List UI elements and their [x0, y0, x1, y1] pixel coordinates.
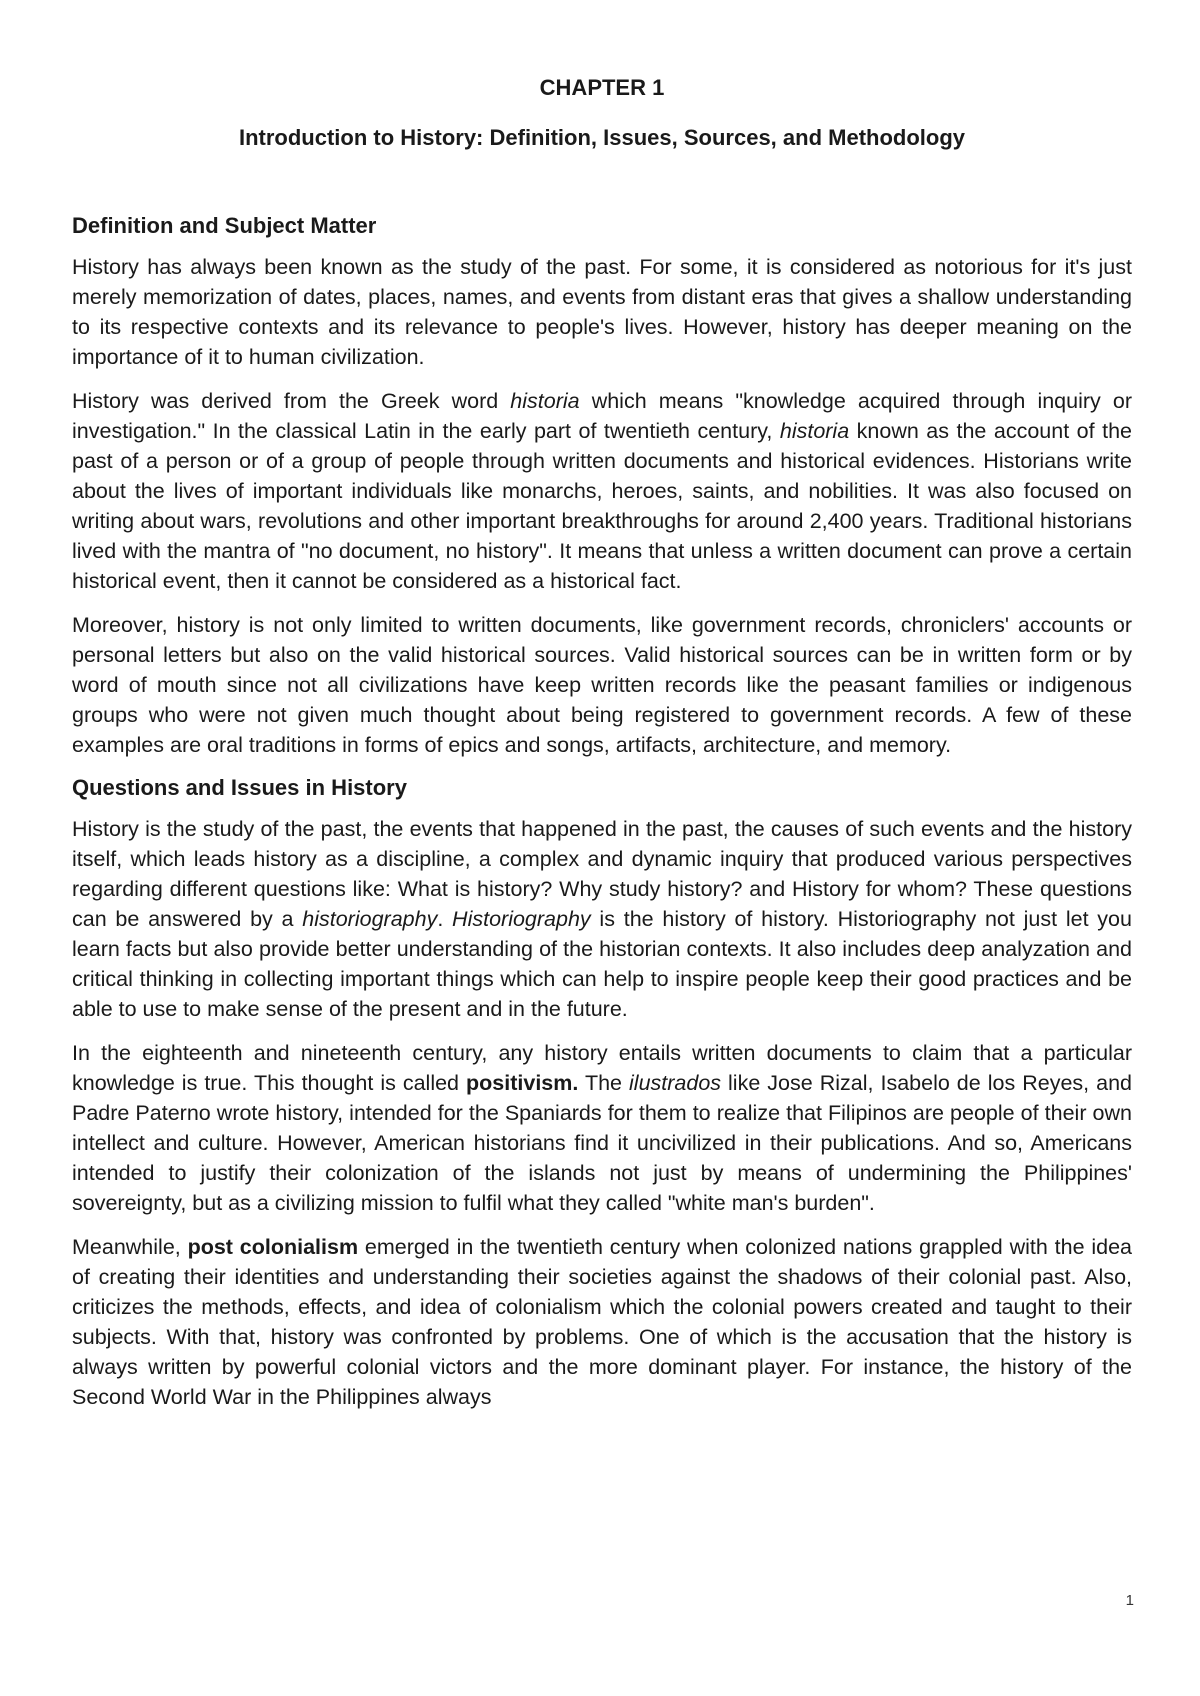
bold-term-post-colonialism: post colonialism: [187, 1235, 359, 1259]
paragraph-definition-3: Moreover, history is not only limited to written documents, like government records, chroniclers' accounts or personal letters but also on the valid historical sources. Valid historical sources can be in written form or by word of mouth since not all civilizations have keep written records like the peasant families or indigenous groups who were not given much thought about being registered to government records. A few of these examples are oral traditions in forms of epics and songs, artifacts, architecture, and memory.: [72, 613, 1132, 757]
paragraph-definition-1: History has always been known as the study of the past. For some, it is considered as notorious for it's just merely memorization of dates, places, names, and events from distant eras that gives a shallow understanding to its respective contexts and its relevance to people's lives. However, history has deeper meaning on the importance of it to human civilization.: [72, 255, 1132, 369]
chapter-label: CHAPTER 1: [539, 75, 665, 100]
text-run: Meanwhile,: [72, 1235, 188, 1259]
paragraph-questions-1: [72, 814, 1132, 1024]
text-run: .: [437, 907, 453, 931]
paragraph-questions-3: [72, 1232, 1132, 1412]
italic-term-historia: historia: [510, 389, 580, 413]
text-run: known as the account of the past of a person or of a group of people through written documents and historical evidences. Historians write about the lives of important individuals like monarchs, heroes, saints, and nobilities. It was also focused on writing about wars, revolutions and other important breakthroughs for around 2,400 years. Traditional historians lived with the mantra of "no document, no history". It means that unless a written document can prove a certain historical event, then it cannot be considered as a historical fact.: [72, 419, 1132, 593]
chapter-title: Introduction to History: Definition, Issues, Sources, and Methodology: [238, 125, 966, 150]
section-heading-definition: Definition and Subject Matter: [72, 213, 377, 238]
italic-term-ilustrados: ilustrados: [629, 1071, 722, 1095]
text-run: which means "knowledge acquired through inquiry or investigation." In the classical Latin in the early part of twentieth century,: [72, 389, 1132, 443]
text-run: is the history of history. Historiography not just let you learn facts but also provide better understanding of the historian contexts. It also includes deep analyzation and critical thinking in collecting important things which can help to inspire people keep their good practices and be able to use to make sense of the present and in the future.: [72, 907, 1132, 1021]
text-run: History was derived from the Greek word: [72, 389, 511, 413]
document-page: [72, 62, 1132, 1412]
italic-term-historiography: Historiography: [452, 907, 591, 931]
bold-term-positivism: positivism.: [466, 1071, 579, 1095]
italic-term-historia: historia: [779, 419, 850, 443]
section-heading-questions: Questions and Issues in History: [72, 775, 407, 800]
paragraph-definition-2: [72, 386, 1132, 596]
text-run: History is the study of the past, the events that happened in the past, the causes of such events and the history itself, which leads history as a discipline, a complex and dynamic inquiry that produced various perspectives regarding different questions like: What is history? Why study history? and History for whom? These questions can be answered by a: [72, 817, 1132, 931]
italic-term-historiography: historiography: [302, 907, 438, 931]
page-number: 1: [1125, 1592, 1134, 1609]
paragraph-questions-2: [72, 1038, 1132, 1218]
text-run: In the eighteenth and nineteenth century, any history entails written documents to claim that a particular knowledge is true. This thought is called: [72, 1041, 1132, 1095]
text-run: The: [578, 1071, 630, 1095]
text-run: emerged in the twentieth century when colonized nations grappled with the idea of creating their identities and understanding their societies against the shadows of their colonial past. Also, criticizes the methods, effects, and idea of colonialism which the colonial powers created and taught to their subjects. With that, history was confronted by problems. One of which is the accusation that the history is always written by powerful colonial victors and the more dominant player. For instance, the history of the Second World War in the Philippines always: [72, 1235, 1133, 1409]
text-run: like Jose Rizal, Isabelo de los Reyes, and Padre Paterno wrote history, intended for the Spaniards for them to realize that Filipinos are people of their own intellect and culture. However, American historians find it uncivilized in their publications. And so, Americans intended to justify their colonization of the islands not just by means of undermining the Philippines' sovereignty, but as a civilizing mission to fulfil what they called "white man's burden".: [72, 1071, 1132, 1215]
